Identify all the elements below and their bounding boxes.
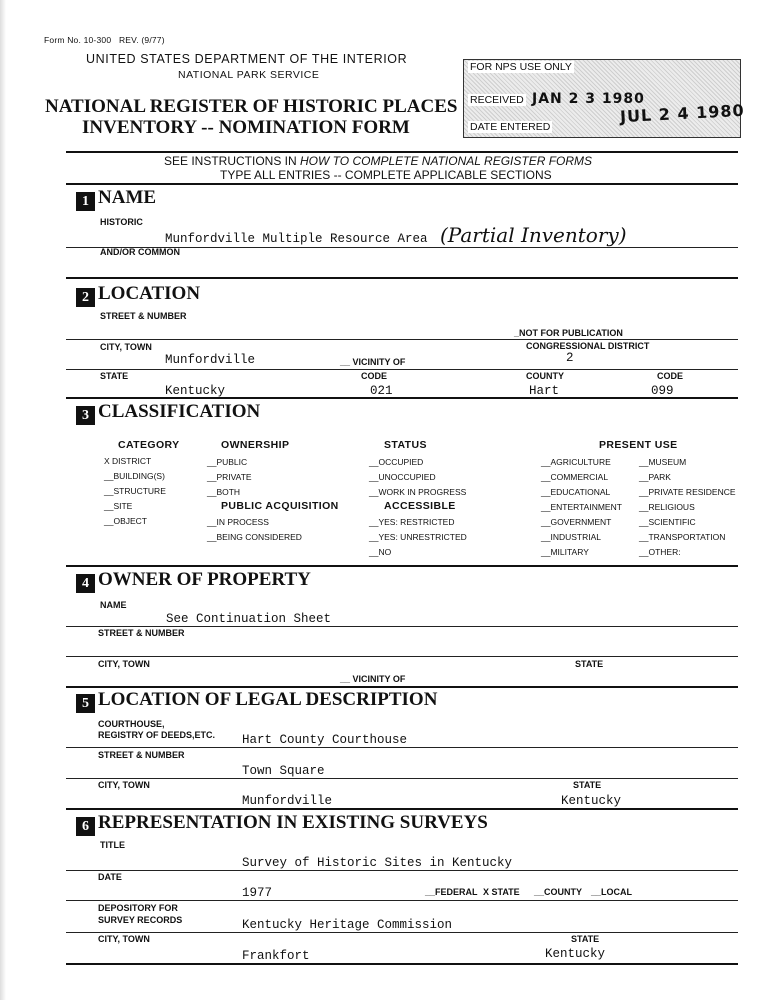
entered-label: DATE ENTERED xyxy=(470,121,551,133)
courthouse-label: COURTHOUSE, xyxy=(98,719,165,729)
form-number: Form No. 10-300 REV. (9/77) xyxy=(44,35,165,45)
accessible-item: __NO xyxy=(369,547,392,557)
ownership-item: __PRIVATE xyxy=(207,472,252,482)
present-use-item: __INDUSTRIAL xyxy=(541,532,601,542)
status-item: __WORK IN PROGRESS xyxy=(369,487,467,497)
handwritten-note: (Partial Inventory) xyxy=(440,223,627,247)
acquisition-item: __BEING CONSIDERED xyxy=(207,532,302,542)
legal-street-label: STREET & NUMBER xyxy=(98,750,185,760)
present-use-item: __EDUCATIONAL xyxy=(541,487,611,497)
survey-records-label: SURVEY RECORDS xyxy=(98,915,183,925)
ownership-item: __BOTH xyxy=(207,487,241,497)
owner-name-label: NAME xyxy=(100,600,127,610)
rule xyxy=(66,277,738,279)
acquisition-item: __IN PROCESS xyxy=(207,517,269,527)
present-use-item: __GOVERNMENT xyxy=(541,517,612,527)
present-use-item: __AGRICULTURE xyxy=(541,457,611,467)
courthouse-value: Hart County Courthouse xyxy=(242,733,408,747)
survey-state-value: Kentucky xyxy=(545,947,606,961)
rule xyxy=(66,963,738,965)
nps-label: FOR NPS USE ONLY xyxy=(470,61,572,73)
survey-title: Survey of Historic Sites in Kentucky xyxy=(242,856,513,870)
legal-state-value: Kentucky xyxy=(561,794,622,808)
state-label: STATE xyxy=(100,371,129,381)
public-acquisition-header: PUBLIC ACQUISITION xyxy=(221,500,339,512)
rule xyxy=(66,397,738,399)
present-use-item: __PRIVATE RESIDENCE xyxy=(639,487,736,497)
registry-label: REGISTRY OF DEEDS,ETC. xyxy=(98,730,216,740)
present-use-item: __TRANSPORTATION xyxy=(639,532,726,542)
ownership-item: __PUBLIC xyxy=(207,457,248,467)
state-option: X STATE xyxy=(483,887,520,897)
section-5-header: 5 LOCATION OF LEGAL DESCRIPTION xyxy=(76,689,437,713)
legal-city-label: CITY, TOWN xyxy=(98,780,150,790)
section-2-header: 2 LOCATION xyxy=(76,283,200,307)
rule xyxy=(66,932,738,933)
rule xyxy=(66,686,738,688)
status-item: __UNOCCUPIED xyxy=(369,472,436,482)
congressional-value: 2 xyxy=(566,351,574,365)
owner-street-label: STREET & NUMBER xyxy=(98,628,185,638)
entered-stamp: JUL 2 4 1980 xyxy=(619,100,746,127)
accessible-header: ACCESSIBLE xyxy=(384,500,456,512)
received-label: RECEIVED xyxy=(470,94,524,106)
department: UNITED STATES DEPARTMENT OF THE INTERIOR xyxy=(86,52,408,66)
historic-label: HISTORIC xyxy=(100,217,143,227)
legal-state-label: STATE xyxy=(573,780,602,790)
depository-label: DEPOSITORY FOR xyxy=(98,903,178,913)
present-use-item: __MILITARY xyxy=(541,547,589,557)
owner-city-label: CITY, TOWN xyxy=(98,659,150,669)
present-use-item: __COMMERCIAL xyxy=(541,472,609,482)
scan-edge xyxy=(0,0,6,1000)
category-item: __OBJECT xyxy=(104,516,147,526)
form-title-line1: NATIONAL REGISTER OF HISTORIC PLACES xyxy=(45,96,458,117)
rule xyxy=(66,656,738,657)
category-item: __STRUCTURE xyxy=(104,486,166,496)
present-use-header: PRESENT USE xyxy=(599,439,678,451)
county-option: __COUNTY xyxy=(534,887,583,897)
instructions-line2: TYPE ALL ENTRIES -- COMPLETE APPLICABLE SECTIONS xyxy=(220,168,552,182)
nps-use-box xyxy=(463,59,746,138)
status-item: __OCCUPIED xyxy=(369,457,424,467)
survey-city-value: Frankfort xyxy=(242,949,310,963)
category-header: CATEGORY xyxy=(118,439,180,451)
rule xyxy=(66,369,738,370)
rule xyxy=(66,626,738,627)
rule xyxy=(66,778,738,779)
city-label: CITY, TOWN xyxy=(100,342,152,352)
accessible-item: __YES: RESTRICTED xyxy=(369,517,455,527)
section-4-header: 4 OWNER OF PROPERTY xyxy=(76,569,311,593)
state-code: 021 xyxy=(370,384,393,398)
category-item: X DISTRICT xyxy=(104,456,152,466)
federal-option: __FEDERAL xyxy=(425,887,478,897)
congressional-label: CONGRESSIONAL DISTRICT xyxy=(526,341,650,351)
rule xyxy=(66,808,738,810)
county-code: 099 xyxy=(651,384,674,398)
instructions-line1: SEE INSTRUCTIONS IN HOW TO COMPLETE NATIONAL REGISTER FORMS xyxy=(164,154,593,168)
street-label: STREET & NUMBER xyxy=(100,311,187,321)
survey-date: 1977 xyxy=(242,886,273,900)
rule xyxy=(66,900,738,901)
received-stamp: JAN 2 3 1980 xyxy=(532,91,645,107)
present-use-item: __RELIGIOUS xyxy=(639,502,695,512)
form-title-line2: INVENTORY -- NOMINATION FORM xyxy=(82,117,410,138)
state-value: Kentucky xyxy=(165,384,226,398)
rule xyxy=(66,183,738,185)
ownership-header: OWNERSHIP xyxy=(221,439,290,451)
owner-state-label: STATE xyxy=(575,659,604,669)
survey-date-label: DATE xyxy=(98,872,122,882)
rule xyxy=(66,747,738,748)
accessible-item: __YES: UNRESTRICTED xyxy=(369,532,467,542)
rule xyxy=(66,151,738,153)
rule xyxy=(66,565,738,567)
section-1-header: 1 NAME xyxy=(76,187,156,211)
category-item: __SITE xyxy=(104,501,133,511)
status-header: STATUS xyxy=(384,439,427,451)
category-item: __BUILDING(S) xyxy=(104,471,165,481)
code2-label: CODE xyxy=(657,371,684,381)
rule xyxy=(66,339,738,340)
present-use-item: __MUSEUM xyxy=(639,457,687,467)
city-value: Munfordville xyxy=(165,353,256,367)
legal-city-value: Munfordville xyxy=(242,794,333,808)
legal-street-value: Town Square xyxy=(242,764,325,778)
historic-name: Munfordville Multiple Resource Area xyxy=(165,232,428,246)
service: NATIONAL PARK SERVICE xyxy=(178,69,320,81)
present-use-item: __SCIENTIFIC xyxy=(639,517,696,527)
owner-vicinity: __ VICINITY OF xyxy=(340,674,406,684)
local-option: __LOCAL xyxy=(591,887,633,897)
survey-city-label: CITY, TOWN xyxy=(98,934,150,944)
section-6-header: 6 REPRESENTATION IN EXISTING SURVEYS xyxy=(76,812,488,836)
county-label: COUNTY xyxy=(526,371,564,381)
section-3-header: 3 CLASSIFICATION xyxy=(76,401,260,425)
owner-name: See Continuation Sheet xyxy=(166,612,332,626)
depository-value: Kentucky Heritage Commission xyxy=(242,918,453,932)
survey-state-label: STATE xyxy=(571,934,600,944)
present-use-item: __ENTERTAINMENT xyxy=(541,502,622,512)
not-for-publication: _NOT FOR PUBLICATION xyxy=(514,328,623,338)
code-label: CODE xyxy=(361,371,388,381)
county-value: Hart xyxy=(529,384,560,398)
present-use-item: __OTHER: xyxy=(639,547,681,557)
rule xyxy=(66,870,738,871)
present-use-item: __PARK xyxy=(639,472,671,482)
survey-title-label: TITLE xyxy=(100,840,125,850)
vicinity-of: __ VICINITY OF xyxy=(340,357,406,367)
common-label: AND/OR COMMON xyxy=(100,247,180,257)
